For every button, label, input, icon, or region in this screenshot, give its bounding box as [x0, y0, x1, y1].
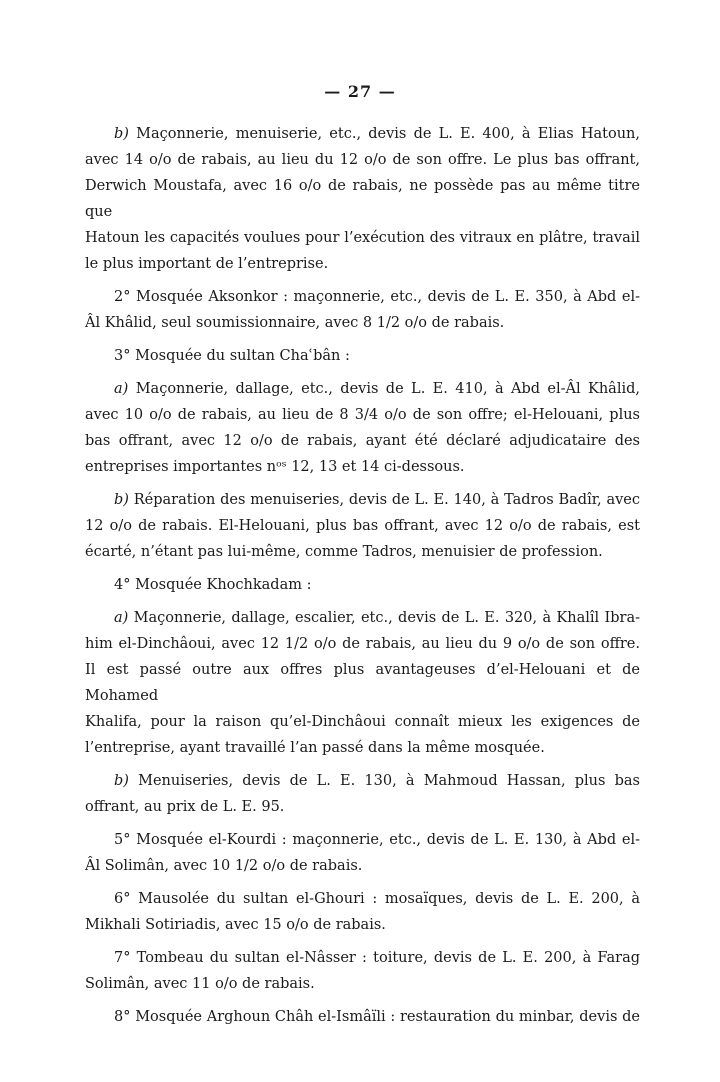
para-a-maconnerie-dallage [85, 376, 640, 480]
text-line: 5° Mosquée el-Kourdi : maçonnerie, etc., devis de L. E. 130, à Abd el- [114, 832, 640, 848]
text-line: 6° Mausolée du sultan el-Ghouri : mosaïques, devis de L. E. 200, à [114, 891, 640, 907]
page-content [85, 121, 640, 1030]
text-line: a) Maçonnerie, dallage, etc., devis de L. E. 410, à Abd el-Âl Khâlid, [114, 381, 640, 397]
text-line: 2° Mosquée Aksonkor : maçonnerie, etc., devis de L. E. 350, à Abd el- [114, 289, 640, 305]
para-8-mosquee-arghoun-chah [85, 1004, 640, 1030]
text-line: écarté, n’étant pas lui-même, comme Tadros, menuisier de profession. [85, 544, 603, 560]
text-line: b) Menuiseries, devis de L. E. 130, à Mahmoud Hassan, plus bas [114, 773, 640, 789]
para-7-tombeau-el-nasser [85, 945, 640, 997]
text-line: Il est passé outre aux offres plus avantageuses d’el-Helouani et de Mohamed [85, 662, 640, 704]
text-line: 8° Mosquée Arghoun Châh el-Ismâïli : restauration du minbar, devis de [114, 1009, 640, 1025]
text-line: offrant, au prix de L. E. 95. [85, 799, 285, 815]
text-line: b) Réparation des menuiseries, devis de L. E. 140, à Tadros Badîr, avec [114, 492, 640, 508]
text-line: Âl Solimân, avec 10 1/2 o/o de rabais. [85, 858, 363, 874]
para-4-mosquee-khochkadam [85, 572, 640, 598]
para-3-mosquee-sultan-chaban [85, 343, 640, 369]
text-line: him el-Dinchâoui, avec 12 1/2 o/o de rabais, au lieu du 9 o/o de son offre. [85, 636, 640, 652]
text-line: 3° Mosquée du sultan Chaʿbân : [114, 348, 350, 364]
text-line: Hatoun les capacités voulues pour l’exécution des vitraux en plâtre, travail [85, 230, 640, 246]
text-line: 4° Mosquée Khochkadam : [114, 577, 312, 593]
text-line: l’entreprise, ayant travaillé l’an passé dans la même mosquée. [85, 740, 545, 756]
text-line: avec 10 o/o de rabais, au lieu de 8 3/4 o/o de son offre; el-Helouani, plus [85, 407, 640, 423]
text-line: b) Maçonnerie, menuiserie, etc., devis de L. E. 400, à Elias Hatoun, [114, 126, 640, 142]
para-a-maconnerie-dallage-escalier [85, 605, 640, 761]
text-line: Khalifa, pour la raison qu’el-Dinchâoui connaît mieux les exigences de [85, 714, 640, 730]
page-number: — 27 — [324, 82, 396, 101]
para-5-mosquee-el-kourdi [85, 827, 640, 879]
text-line: le plus important de l’entreprise. [85, 256, 329, 272]
text-line: Solimân, avec 11 o/o de rabais. [85, 976, 315, 992]
para-b-menuiseries-mahmoud-hassan [85, 768, 640, 820]
para-b-maconnerie-menuiserie [85, 121, 640, 277]
text-line: a) Maçonnerie, dallage, escalier, etc., devis de L. E. 320, à Khalîl Ibra- [114, 610, 640, 626]
text-line: bas offrant, avec 12 o/o de rabais, ayant été déclaré adjudicataire des [85, 433, 640, 449]
text-line: 12 o/o de rabais. El-Helouani, plus bas offrant, avec 12 o/o de rabais, est [85, 518, 640, 534]
text-line: Âl Khâlid, seul soumissionnaire, avec 8 1/2 o/o de rabais. [85, 315, 505, 331]
text-line: Mikhali Sotiriadis, avec 15 o/o de rabais. [85, 917, 386, 933]
para-2-mosquee-aksonkor [85, 284, 640, 336]
text-line: entreprises importantes nᵒˢ 12, 13 et 14 ci-dessous. [85, 459, 465, 475]
para-b-reparation-menuiseries [85, 487, 640, 565]
text-line: Derwich Moustafa, avec 16 o/o de rabais, ne possède pas au même titre que [85, 178, 640, 220]
text-line: 7° Tombeau du sultan el-Nâsser : toiture, devis de L. E. 200, à Farag [114, 950, 640, 966]
text-line: avec 14 o/o de rabais, au lieu du 12 o/o de son offre. Le plus bas offrant, [85, 152, 640, 168]
para-6-mausolee-el-ghouri [85, 886, 640, 938]
